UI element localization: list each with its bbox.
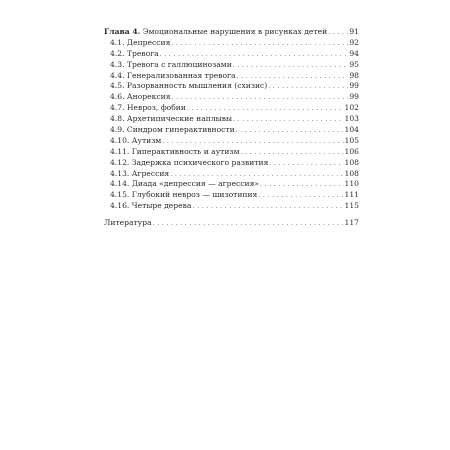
section-title: Агрессия xyxy=(131,168,170,178)
toc-page-number: 102 xyxy=(344,103,359,113)
toc-entry-title xyxy=(110,201,191,212)
toc-page-number: 108 xyxy=(344,157,359,167)
chapter-label: Глава 4. xyxy=(104,27,141,36)
section-number: 4.2. xyxy=(110,48,125,58)
toc-section-entry[interactable] xyxy=(104,92,359,103)
toc-section-entry[interactable] xyxy=(104,136,359,147)
toc-section-entry[interactable] xyxy=(104,125,359,136)
literature-title: Литература xyxy=(104,218,152,228)
section-number: 4.3. xyxy=(110,59,125,69)
toc-section-entry[interactable] xyxy=(104,71,359,82)
toc-section-entry[interactable] xyxy=(104,158,359,169)
toc-page-number: 103 xyxy=(344,114,359,124)
toc-page-number: 95 xyxy=(349,59,359,69)
section-title: Депрессия xyxy=(126,37,171,47)
toc-page-number: 111 xyxy=(344,190,359,200)
toc-page-number: 117 xyxy=(344,218,359,228)
toc-page-number: 110 xyxy=(344,179,359,189)
toc-entry-title xyxy=(110,158,268,169)
toc-section-entry[interactable] xyxy=(104,103,359,114)
toc-entry-title xyxy=(110,81,267,92)
section-number: 4.12. xyxy=(110,157,130,167)
toc-section-entry[interactable] xyxy=(104,114,359,125)
toc-entry-title xyxy=(110,92,171,103)
section-title: Глубокий невроз — шизотипия xyxy=(131,190,258,200)
section-number: 4.15. xyxy=(110,190,130,200)
chapter-title: Эмоциональные нарушения в рисунках детей xyxy=(142,27,328,36)
section-number: 4.5. xyxy=(110,81,125,91)
toc-section-entry[interactable] xyxy=(104,60,359,71)
toc-entry-title xyxy=(110,169,169,180)
section-number: 4.11. xyxy=(110,146,130,156)
toc-page-number: 92 xyxy=(349,37,359,47)
toc-entry-title xyxy=(110,179,259,190)
toc-entry-title xyxy=(110,60,232,71)
toc-literature-entry[interactable] xyxy=(104,218,359,229)
section-number: 4.1. xyxy=(110,37,125,47)
toc-page-number: 91 xyxy=(349,27,359,36)
section-title: Аутизм xyxy=(131,135,162,145)
section-number: 4.10. xyxy=(110,135,130,145)
section-number: 4.14. xyxy=(110,179,130,189)
toc-entry-title xyxy=(110,49,159,60)
toc-entry-title xyxy=(110,136,161,147)
toc-section-entry[interactable] xyxy=(104,38,359,49)
toc-entry-title xyxy=(110,103,186,114)
toc-chapter-entry[interactable] xyxy=(104,27,359,38)
toc-section-entry[interactable] xyxy=(104,49,359,60)
toc-entry-title xyxy=(110,71,236,82)
toc-entry-title xyxy=(110,147,239,158)
toc-page-number: 99 xyxy=(349,81,359,91)
section-title: Задержка психического развития xyxy=(131,157,269,167)
toc-page-number: 98 xyxy=(349,70,359,80)
section-title: Тревога xyxy=(126,48,159,58)
section-number: 4.7. xyxy=(110,103,125,113)
toc-entry-title xyxy=(104,27,327,38)
section-title: Четыре дерева xyxy=(131,201,192,211)
toc-page-number: 108 xyxy=(344,168,359,178)
toc-entry-title xyxy=(110,38,170,49)
toc-entry-title xyxy=(110,114,232,125)
section-title: Генерализованная тревога xyxy=(126,70,236,80)
section-number: 4.8. xyxy=(110,114,125,124)
section-title: Синдром гиперактивности xyxy=(126,125,235,135)
toc-entry-title xyxy=(110,125,235,136)
toc-section-entry[interactable] xyxy=(104,201,359,212)
toc-section-entry[interactable] xyxy=(104,190,359,201)
section-number: 4.6. xyxy=(110,92,125,102)
section-title: Разорванность мышления (схизис) xyxy=(126,81,268,91)
toc-section-entry[interactable] xyxy=(104,169,359,180)
section-number: 4.4. xyxy=(110,70,125,80)
toc-entry-title xyxy=(110,190,257,201)
section-number: 4.16. xyxy=(110,201,130,211)
section-number: 4.9. xyxy=(110,125,125,135)
toc-section-entry[interactable] xyxy=(104,81,359,92)
section-title: Архетипические наплывы xyxy=(126,114,233,124)
table-of-contents xyxy=(104,27,359,229)
dot-leader xyxy=(153,218,344,230)
toc-page-number: 106 xyxy=(344,146,359,156)
section-title: Анорексия xyxy=(126,92,171,102)
toc-page-number: 115 xyxy=(344,201,359,211)
toc-page-number: 94 xyxy=(349,48,359,58)
section-title: Невроз, фобии xyxy=(126,103,186,113)
section-title: Гиперактивность и аутизм xyxy=(131,146,240,156)
dot-leader xyxy=(192,201,343,213)
toc-page-number: 105 xyxy=(344,135,359,145)
section-title: Диада «депрессия — агрессия» xyxy=(131,179,260,189)
toc-section-entry[interactable] xyxy=(104,147,359,158)
section-title: Тревога с галлюцинозами xyxy=(126,59,232,69)
section-number: 4.13. xyxy=(110,168,130,178)
toc-page-number: 104 xyxy=(344,125,359,135)
toc-page-number: 99 xyxy=(349,92,359,102)
toc-section-entry[interactable] xyxy=(104,179,359,190)
